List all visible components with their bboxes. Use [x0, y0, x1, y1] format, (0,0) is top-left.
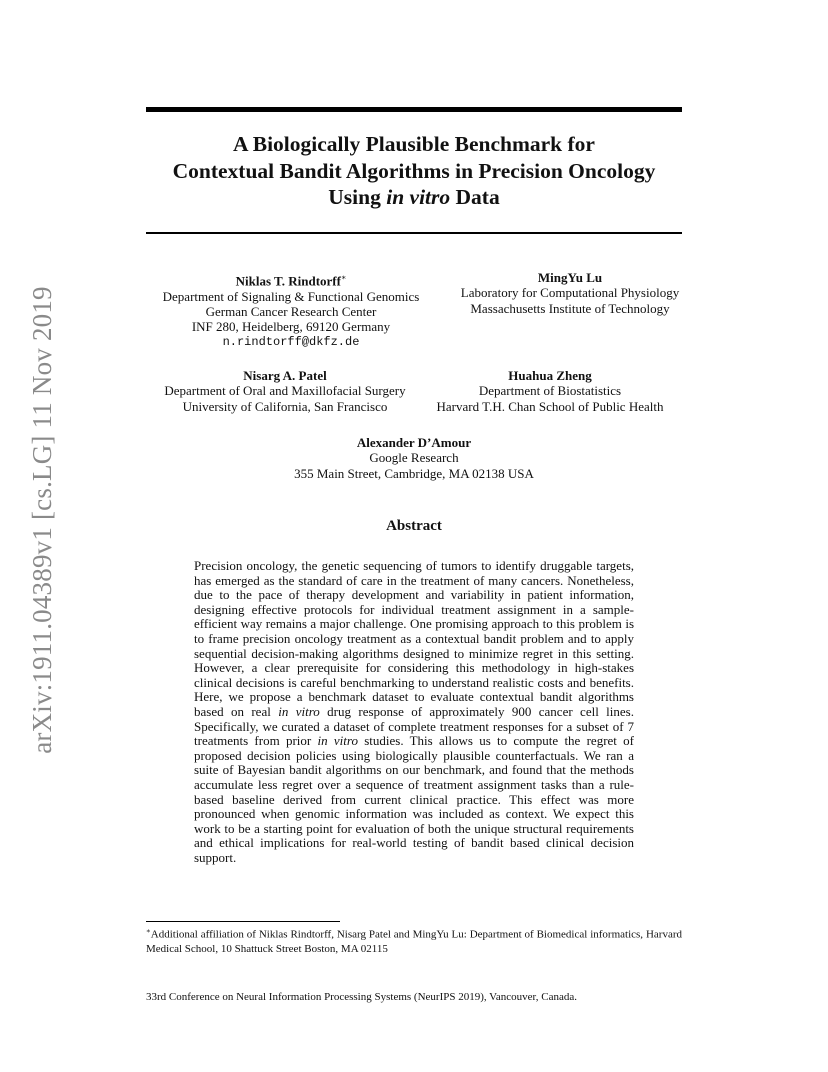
author-affiliation: Laboratory for Computational Physiology [460, 285, 680, 301]
paper-title [146, 131, 682, 211]
author-affiliation: Harvard T.H. Chan School of Public Health [436, 398, 664, 414]
author-name: MingYu Lu [537, 270, 603, 285]
title-line-1: A Biologically Plausible Benchmark for [233, 132, 595, 156]
title-line-2: Contextual Bandit Algorithms in Precision Oncology [172, 158, 656, 183]
author-email[interactable]: n.rindtorff@dkfz.de [222, 334, 360, 349]
footnote-rule [146, 921, 340, 922]
author-affiliation: Massachusetts Institute of Technology [470, 300, 670, 316]
author-affiliation: University of California, San Francisco [182, 398, 388, 414]
abstract-emphasis: in vitro [278, 703, 320, 719]
author-name: Niklas T. Rindtorff [235, 273, 341, 289]
author-affiliation: Google Research [369, 450, 459, 466]
author-affiliation: Department of Signaling & Functional Genomics [162, 288, 420, 304]
abstract-emphasis: in vitro [317, 733, 358, 749]
footnote-mark: ∗ [146, 927, 151, 935]
author-block-damour [269, 435, 559, 481]
author-affiliation: German Cancer Research Center [205, 303, 377, 319]
title-top-rule [146, 107, 682, 112]
abstract-heading: Abstract [386, 518, 442, 534]
author-name: Nisarg A. Patel [243, 368, 327, 383]
venue-line: 33rd Conference on Neural Information Processing Systems (NeurIPS 2019), Vancouver, Canada. [146, 991, 578, 1003]
author-affiliation: INF 280, Heidelberg, 69120 Germany [191, 319, 391, 335]
author-block-patel [140, 368, 430, 414]
footnote-text: Additional affiliation of Niklas Rindtorff, Nisarg Patel and MingYu Lu: Department of Biomedical informatics, Harvard Medical School, 10 Shattuck Street Boston, MA 02115 [146, 928, 682, 956]
footnote-mark: ∗ [340, 273, 347, 282]
author-name: Alexander D’Amour [356, 435, 472, 450]
author-name: Huahua Zheng [508, 368, 592, 383]
author-affiliation: Department of Oral and Maxillofacial Surgery [164, 383, 406, 399]
author-affiliation: Department of Biostatistics [478, 383, 622, 399]
footnote [146, 924, 682, 957]
arxiv-stamp: arXiv:1911.04389v1 [cs.LG] 11 Nov 2019 [27, 286, 57, 754]
title-line-3: Using in vitro Data [328, 185, 500, 209]
title-bottom-rule [146, 232, 682, 234]
author-affiliation: 355 Main Street, Cambridge, MA 02138 USA [294, 465, 534, 481]
abstract-body: Precision oncology, the genetic sequencing of tumors to identify druggable targets, has emerged as the standard of care in the treatment of many cancers. Nonetheless, due to the pace of therapy development and variability in patient information, designing effective protocols for individual treatment assignment in a sample-efficient way remains a major challenge. One promising approach to this problem is to frame precision oncology treatment as a contextual bandit problem and to apply sequential decision-making algorithms designed to minimize regret in this setting. However, a clear prerequisite for considering this methodology in high-stakes clinical decisions is careful benchmarking to understand realistic costs and benefits. Here, we propose a benchmark dataset to evaluate contextual bandit algorithms based on real in vitro drug response of approximately 900 cancer cell lines. Specifically, we curated a dataset of complete treatment responses for a subset of 7 treatments from prior in vitro studies. This allows us to compute the regret of proposed decision policies using biologically plausible counterfactuals. We ran a suite of Bayesian bandit algorithms on our benchmark, and found that the methods accumulate less regret over a sequence of treatment assignment tasks than a rule-based baseline derived from current clinical practice. This effect was more pronounced when genomic information was included as context. We expect this work to be a starting point for evaluation of both the unique structural requirements and ethical implications for real-world testing of bandit based clinical decision support. [194, 558, 635, 865]
author-block-rindtorff [146, 270, 436, 350]
author-block-lu [425, 270, 715, 316]
title-emphasis: in vitro [386, 185, 451, 209]
author-block-zheng [405, 368, 695, 414]
